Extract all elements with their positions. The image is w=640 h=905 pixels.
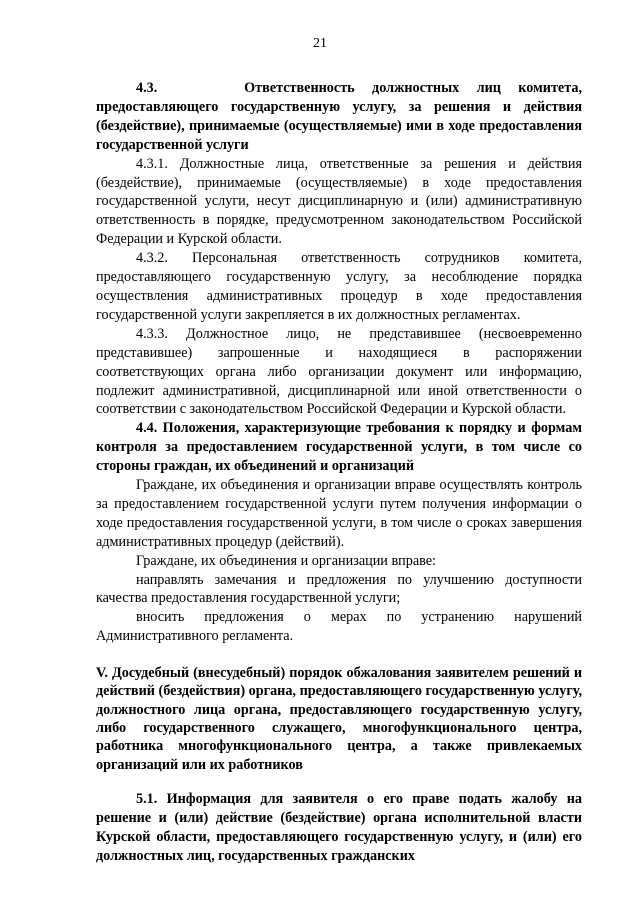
paragraph-4-3-2: 4.3.2. Персональная ответственность сотрудников комитета, предоставляющего государственную услугу, за несоблюдение порядка осуществления административных процедур в ходе предоставления государственной услуги закрепляется в их должностных регламентах. <box>96 250 582 323</box>
page-number: 21 <box>313 36 327 51</box>
paragraph-4-4-citizens-rights: Граждане, их объединения и организации вправе: <box>136 552 436 569</box>
paragraph-4-4-send-remarks: направлять замечания и предложения по улучшению доступности качества предоставления государственной услуги; <box>96 571 582 607</box>
paragraph-4-3-1: 4.3.1. Должностные лица, ответственные за решения и действия (бездействие), принимаемые (осуществляемые) в ходе предоставления государственной услуги, несут дисциплинарную и (или) административную ответственность в порядке, предусмотренном законодательством Российской Федерации и Курской области. <box>96 155 582 248</box>
document-body <box>96 79 582 866</box>
section-5-title: V. Досудебный (внесудебный) порядок обжалования заявителем решений и действий (бездействия) органа, предоставляющего государственную услугу, должностного лица органа, предоставляющего государственную услугу, либо государственного служащего, многофункционального центра, работника многофункционального центра, а также привлекаемых организаций или их работников <box>96 665 582 773</box>
heading-4-4: 4.4. Положения, характеризующие требования к порядку и формам контроля за предоставлением государственной услуги, в том числе со стороны граждан, их объединений и организаций <box>96 420 582 475</box>
paragraph-4-4-submit-proposals: вносить предложения о мерах по устранению нарушений Административного регламента. <box>96 609 582 645</box>
heading-5-1: 5.1. Информация для заявителя о его праве подать жалобу на решение и (или) действие (бездействие) органа исполнительной власти Курской области, предоставляющего государственную услугу, и (или) его должностных лиц, государственных гражданских <box>96 790 582 864</box>
heading-4-3: 4.3. Ответственность должностных лиц комитета, предоставляющего государственную услугу, за решения и действия (бездействие), принимаемые (осуществляемые) ими в ходе предоставления государственной услуги <box>96 80 582 153</box>
paragraph-4-3-3: 4.3.3. Должностное лицо, не представившее (несвоевременно представившее) запрошенные и находящиеся в распоряжении соответствующих органа либо организации документ или информацию, подлежит административной, дисциплинарной или иной ответственности о соответствии с законодательством Российской Федерации и Курской области. <box>96 325 582 418</box>
paragraph-4-4-citizens-control: Граждане, их объединения и организации вправе осуществлять контроль за предоставлением государственной услуги путем получения информации о ходе предоставления государственной услуги, в том числе о сроках завершения административных процедур (действий). <box>96 477 582 550</box>
